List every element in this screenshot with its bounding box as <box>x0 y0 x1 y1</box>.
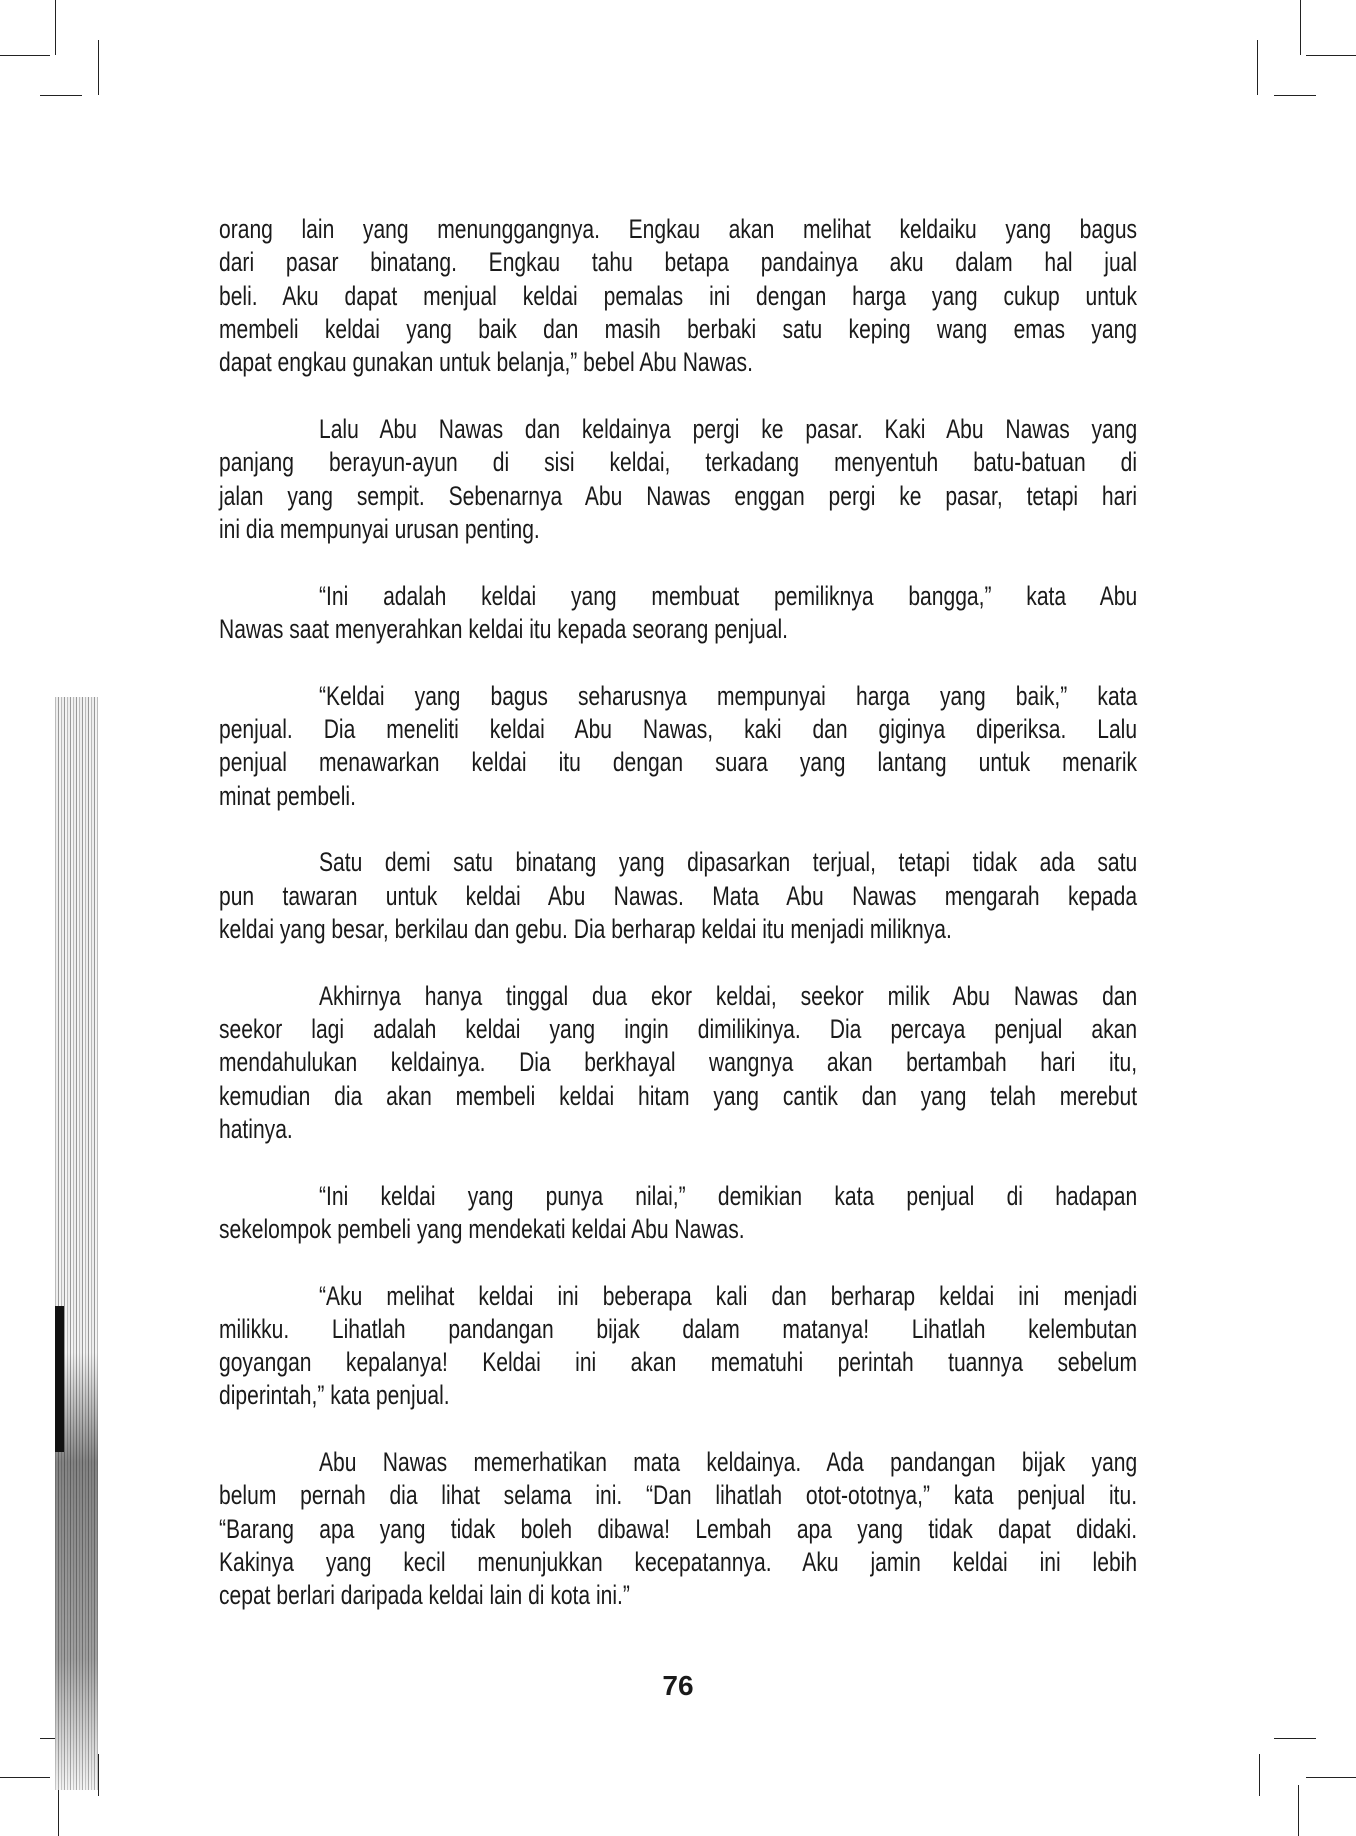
text-line-content: ini dia mempunyai urusan penting. <box>219 513 540 544</box>
crop-mark <box>1274 1738 1316 1739</box>
text-line <box>219 413 1137 446</box>
text-line <box>219 280 1137 313</box>
text-line-content: dapat engkau gunakan untuk belanja,” bebel Abu Nawas. <box>219 347 753 378</box>
paragraph-gap <box>219 646 1137 679</box>
text-line-content: “Ini keldai yang punya nilai,” demikian kata penjual di hadapan <box>319 1180 1138 1211</box>
text-line-content: Kakinya yang kecil menunjukkan kecepatannya. Aku jamin keldai ini lebih <box>219 1547 1138 1578</box>
crop-mark <box>1306 55 1356 56</box>
text-line-content: “Barang apa yang tidak boleh dibawa! Lembah apa yang tidak dapat didaki. <box>219 1513 1138 1544</box>
crop-mark <box>1306 1777 1356 1778</box>
page-number: 76 <box>662 1670 694 1701</box>
text-line <box>219 1113 1137 1146</box>
text-line-content: diperintah,” kata penjual. <box>219 1380 450 1411</box>
text-line <box>219 1213 1137 1246</box>
paragraph-gap <box>219 813 1137 846</box>
crop-mark <box>40 95 82 96</box>
text-line <box>219 1180 1137 1213</box>
text-line <box>219 1546 1137 1579</box>
text-line <box>219 780 1137 813</box>
crop-mark <box>0 55 50 56</box>
text-line-content: cepat berlari daripada keldai lain di kota ini.” <box>219 1580 630 1611</box>
text-line <box>219 1046 1137 1079</box>
text-line <box>219 313 1137 346</box>
text-line <box>219 480 1137 513</box>
paragraph-gap <box>219 1146 1137 1179</box>
text-line-content: Lalu Abu Nawas dan keldainya pergi ke pasar. Kaki Abu Nawas yang <box>319 413 1138 444</box>
text-line <box>219 613 1137 646</box>
crop-mark <box>55 0 56 55</box>
text-line-content: penjual menawarkan keldai itu dengan suara yang lantang untuk menarik <box>219 747 1138 778</box>
text-line-content: minat pembeli. <box>219 780 356 811</box>
crop-mark <box>0 1777 50 1778</box>
text-line <box>219 1080 1137 1113</box>
text-line <box>219 1479 1137 1512</box>
text-line <box>219 246 1137 279</box>
text-line-content: “Aku melihat keldai ini beberapa kali dan berharap keldai ini menjadi <box>319 1280 1138 1311</box>
text-line <box>219 1513 1137 1546</box>
text-line-content: dari pasar binatang. Engkau tahu betapa pandainya aku dalam hal jual <box>219 247 1138 278</box>
text-line <box>219 1280 1137 1313</box>
text-line-content: orang lain yang menunggangnya. Engkau akan melihat keldaiku yang bagus <box>219 214 1138 244</box>
text-line-content: beli. Aku dapat menjual keldai pemalas ini dengan harga yang cukup untuk <box>219 280 1138 311</box>
text-line <box>219 346 1137 379</box>
crop-mark <box>98 1754 99 1796</box>
text-line <box>219 713 1137 746</box>
text-line <box>219 880 1137 913</box>
paragraph-gap <box>219 1413 1137 1446</box>
body-text <box>219 213 1137 1613</box>
text-line <box>219 1579 1137 1612</box>
text-line <box>219 213 1137 246</box>
crop-mark <box>1274 95 1316 96</box>
text-line-content: membeli keldai yang baik dan masih berbaki satu keping wang emas yang <box>219 313 1138 344</box>
text-line <box>219 1013 1137 1046</box>
crop-mark <box>1257 40 1258 95</box>
crop-mark <box>1259 1754 1260 1796</box>
paragraph-gap <box>219 1246 1137 1279</box>
crop-mark <box>58 1785 59 1836</box>
crop-mark <box>98 40 99 95</box>
text-line <box>219 746 1137 779</box>
paragraph-gap <box>219 946 1137 979</box>
text-line <box>219 846 1137 879</box>
text-line <box>219 446 1137 479</box>
crop-mark <box>1300 0 1301 55</box>
text-line-content: keldai yang besar, berkilau dan gebu. Dia berharap keldai itu menjadi miliknya. <box>219 913 952 944</box>
text-line <box>219 1313 1137 1346</box>
text-line-content: Nawas saat menyerahkan keldai itu kepada seorang penjual. <box>219 613 788 644</box>
text-line <box>219 1346 1137 1379</box>
text-line-content: Akhirnya hanya tinggal dua ekor keldai, seekor milik Abu Nawas dan <box>319 980 1138 1011</box>
text-line-content: sekelompok pembeli yang mendekati keldai Abu Nawas. <box>219 1213 745 1244</box>
text-line-content: panjang berayun-ayun di sisi keldai, terkadang menyentuh batu-batuan di <box>219 447 1138 478</box>
text-line-content: seekor lagi adalah keldai yang ingin dimilikinya. Dia percaya penjual akan <box>219 1013 1138 1044</box>
text-line <box>219 1446 1137 1479</box>
text-line-content: “Keldai yang bagus seharusnya mempunyai harga yang baik,” kata <box>319 680 1138 711</box>
text-line-content: goyangan kepalanya! Keldai ini akan mematuhi perintah tuannya sebelum <box>219 1347 1138 1378</box>
text-line-content: belum pernah dia lihat selama ini. “Dan lihatlah otot-ototnya,” kata penjual itu. <box>219 1480 1138 1511</box>
crop-mark <box>1298 1785 1299 1836</box>
illustration-bleed-strip <box>55 697 98 1790</box>
text-line-content: milikku. Lihatlah pandangan bijak dalam matanya! Lihatlah kelembutan <box>219 1313 1138 1344</box>
text-line-content: jalan yang sempit. Sebenarnya Abu Nawas enggan pergi ke pasar, tetapi hari <box>219 480 1138 511</box>
text-line <box>219 680 1137 713</box>
text-line <box>219 913 1137 946</box>
text-line <box>219 580 1137 613</box>
text-line-content: penjual. Dia meneliti keldai Abu Nawas, kaki dan giginya diperiksa. Lalu <box>219 713 1138 744</box>
text-line-content: mendahulukan keldainya. Dia berkhayal wangnya akan bertambah hari itu, <box>219 1047 1138 1078</box>
paragraph-gap <box>219 380 1137 413</box>
illustration-dark-band <box>55 1306 64 1452</box>
text-line-content: Satu demi satu binatang yang dipasarkan terjual, tetapi tidak ada satu <box>319 847 1138 878</box>
text-line <box>219 980 1137 1013</box>
text-line-content: kemudian dia akan membeli keldai hitam yang cantik dan yang telah merebut <box>219 1080 1138 1111</box>
text-line <box>219 1379 1137 1412</box>
text-line-content: “Ini adalah keldai yang membuat pemiliknya bangga,” kata Abu <box>319 580 1138 611</box>
paragraph-gap <box>219 546 1137 579</box>
text-line-content: Abu Nawas memerhatikan mata keldainya. Ada pandangan bijak yang <box>319 1447 1138 1478</box>
text-line <box>219 513 1137 546</box>
text-line-content: hatinya. <box>219 1113 293 1144</box>
text-line-content: pun tawaran untuk keldai Abu Nawas. Mata Abu Nawas mengarah kepada <box>219 880 1138 911</box>
